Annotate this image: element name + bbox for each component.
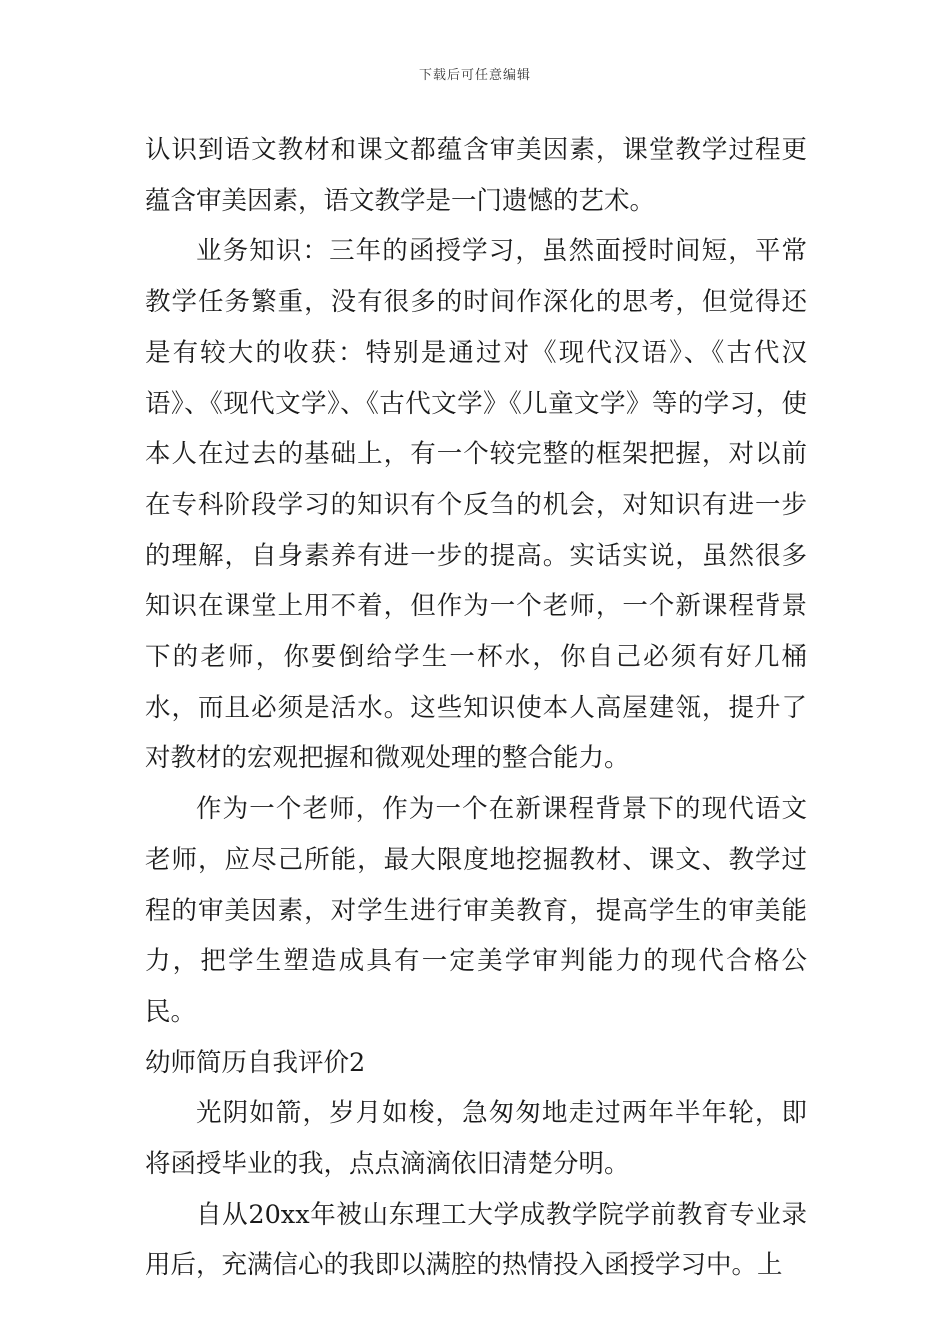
paragraph-continuation: 认识到语文教材和课文都蕴含审美因素，课堂教学过程更蕴含审美因素，语文教学是一门遗憾的艺术。 [145, 135, 807, 216]
paragraph-enrollment: 自从20xx年被山东理工大学成教学院学前教育专业录用后，充满信心的我即以满腔的热情投入函授学习中。上 [145, 1199, 807, 1281]
document-body [145, 125, 807, 1291]
paragraph-business-knowledge: 业务知识：三年的函授学习，虽然面授时间短，平常教学任务繁重，没有很多的时间作深化的思考，但觉得还是有较大的收获：特别是通过对《现代汉语》、《古代汉语》、《现代文学》、《古代文学》《儿童文学》等的学习，使本人在过去的基础上，有一个较完整的框架把握，对以前在专科阶段学习的知识有个反刍的机会，对知识有进一步的理解，自身素养有进一步的提高。实话实说，虽然很多知识在课堂上用不着，但作为一个老师，一个新课程背景下的老师，你要倒给学生一杯水，你自己必须有好几桶水，而且必须是活水。这些知识使本人高屋建瓴，提升了对教材的宏观把握和微观处理的整合能力。 [145, 236, 807, 774]
paragraph-time-flies: 光阴如箭，岁月如梭，急匆匆地走过两年半年轮，即将函授毕业的我，点点滴滴依旧清楚分明。 [145, 1098, 807, 1180]
paragraph-teacher-role: 作为一个老师，作为一个在新课程背景下的现代语文老师，应尽己所能，最大限度地挖掘教材、课文、教学过程的审美因素，对学生进行审美教育，提高学生的审美能力，把学生塑造成具有一定美学审判能力的现代合格公民。 [145, 794, 807, 1027]
page-header: 下载后可任意编辑 [418, 68, 531, 83]
section-heading: 幼师简历自我评价2 [145, 1047, 366, 1078]
